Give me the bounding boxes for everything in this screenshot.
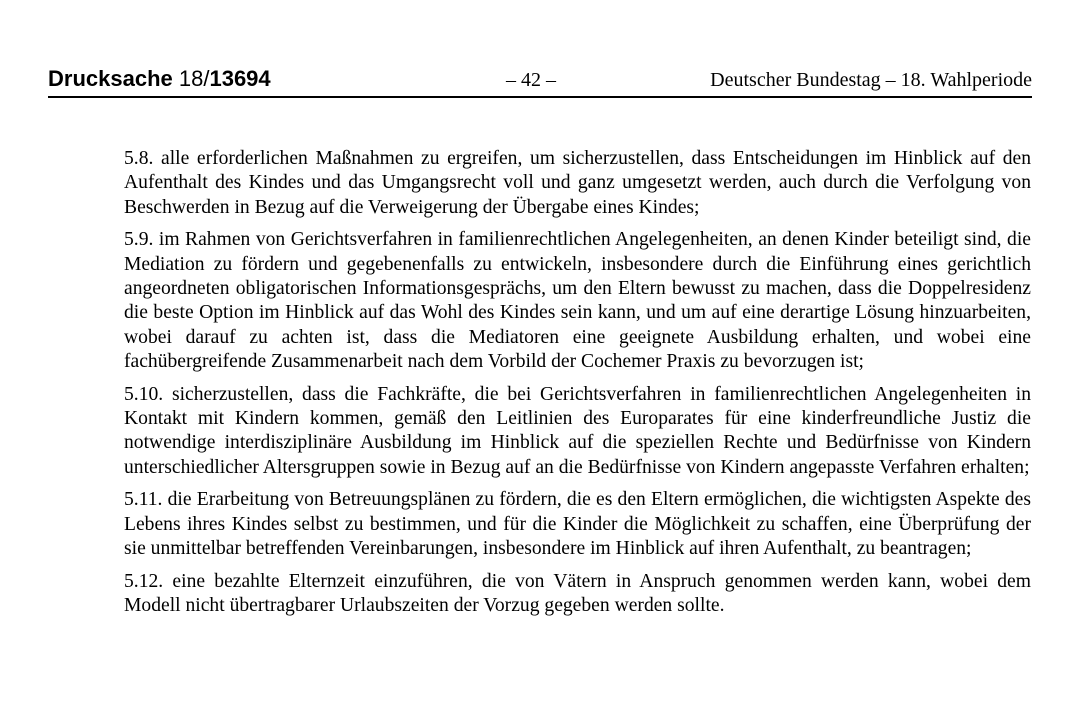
paragraph-5-10: 5.10. sicherzustellen, dass die Fachkräfte, die bei Gerichtsverfahren in familienrechtlichen Angelegenheiten in Kontakt mit Kindern kommen, gemäß den Leitlinien des Europarates für eine kinderfreundliche Justiz die notwendige interdisziplinäre Ausbildung im Hinblick auf die speziellen Rechte und Bedürfnisse von Kindern unterschiedlicher Altersgruppen sowie in Bezug auf an die Bedürfnisse von Kindern angepasste Verfahren erhalten;	[124, 383, 1031, 478]
document-reference	[48, 66, 271, 92]
paragraph-5-11: 5.11. die Erarbeitung von Betreuungsplänen zu fördern, die es den Eltern ermöglichen, die wichtigsten Aspekte des Lebens ihres Kindes selbst zu bestimmen, und für die Kinder die Möglichkeit zu schaffen, eine Überprüfung der sie unmittelbar betreffenden Vereinbarungen, insbesondere im Hinblick auf ihren Aufenthalt, zu beantragen;	[124, 489, 1031, 560]
publisher-label: Deutscher Bundestag – 18. Wahlperiode	[710, 69, 1032, 91]
paragraph-5-8: 5.8. alle erforderlichen Maßnahmen zu ergreifen, um sicherzustellen, dass Entscheidungen im Hinblick auf den Aufenthalt des Kindes und das Umgangsrecht voll und ganz umgesetzt werden, auch durch die Verfolgung von Beschwerden in Bezug auf die Verweigerung der Übergabe eines Kindes;	[124, 148, 1031, 218]
document-label: Drucksache	[48, 66, 173, 91]
paragraph-5-9: 5.9. im Rahmen von Gerichtsverfahren in familienrechtlichen Angelegenheiten, an denen Kinder beteiligt sind, die Mediation zu fördern und gegebenenfalls zu entwickeln, insbesondere durch die Einführung eines gerichtlich angeordneten obligatorischen Informationsgesprächs, um den Eltern bewusst zu machen, dass die Doppelresidenz die beste Option im Hinblick auf das Wohl des Kindes sein kann, und um auf eine derartige Lösung hinzuarbeiten, wobei darauf zu achten ist, dass die Mediatoren eine geeignete Ausbildung erhalten, und wobei eine fachübergreifende Zusammenarbeit nach dem Vorbild der Cochemer Praxis zu bevorzugen ist;	[124, 229, 1031, 373]
document-body	[124, 147, 1031, 618]
paragraph-5-12: 5.12. eine bezahlte Elternzeit einzuführen, die von Vätern in Anspruch genommen werden kann, wobei dem Modell nicht übertragbarer Urlaubszeiten der Vorzug gegeben werden sollte.	[124, 570, 1031, 616]
document-number: 13694	[209, 66, 271, 91]
document-number-prefix: 18/	[178, 66, 210, 91]
page-header	[48, 62, 1032, 98]
page-number: – 42 –	[506, 69, 556, 91]
